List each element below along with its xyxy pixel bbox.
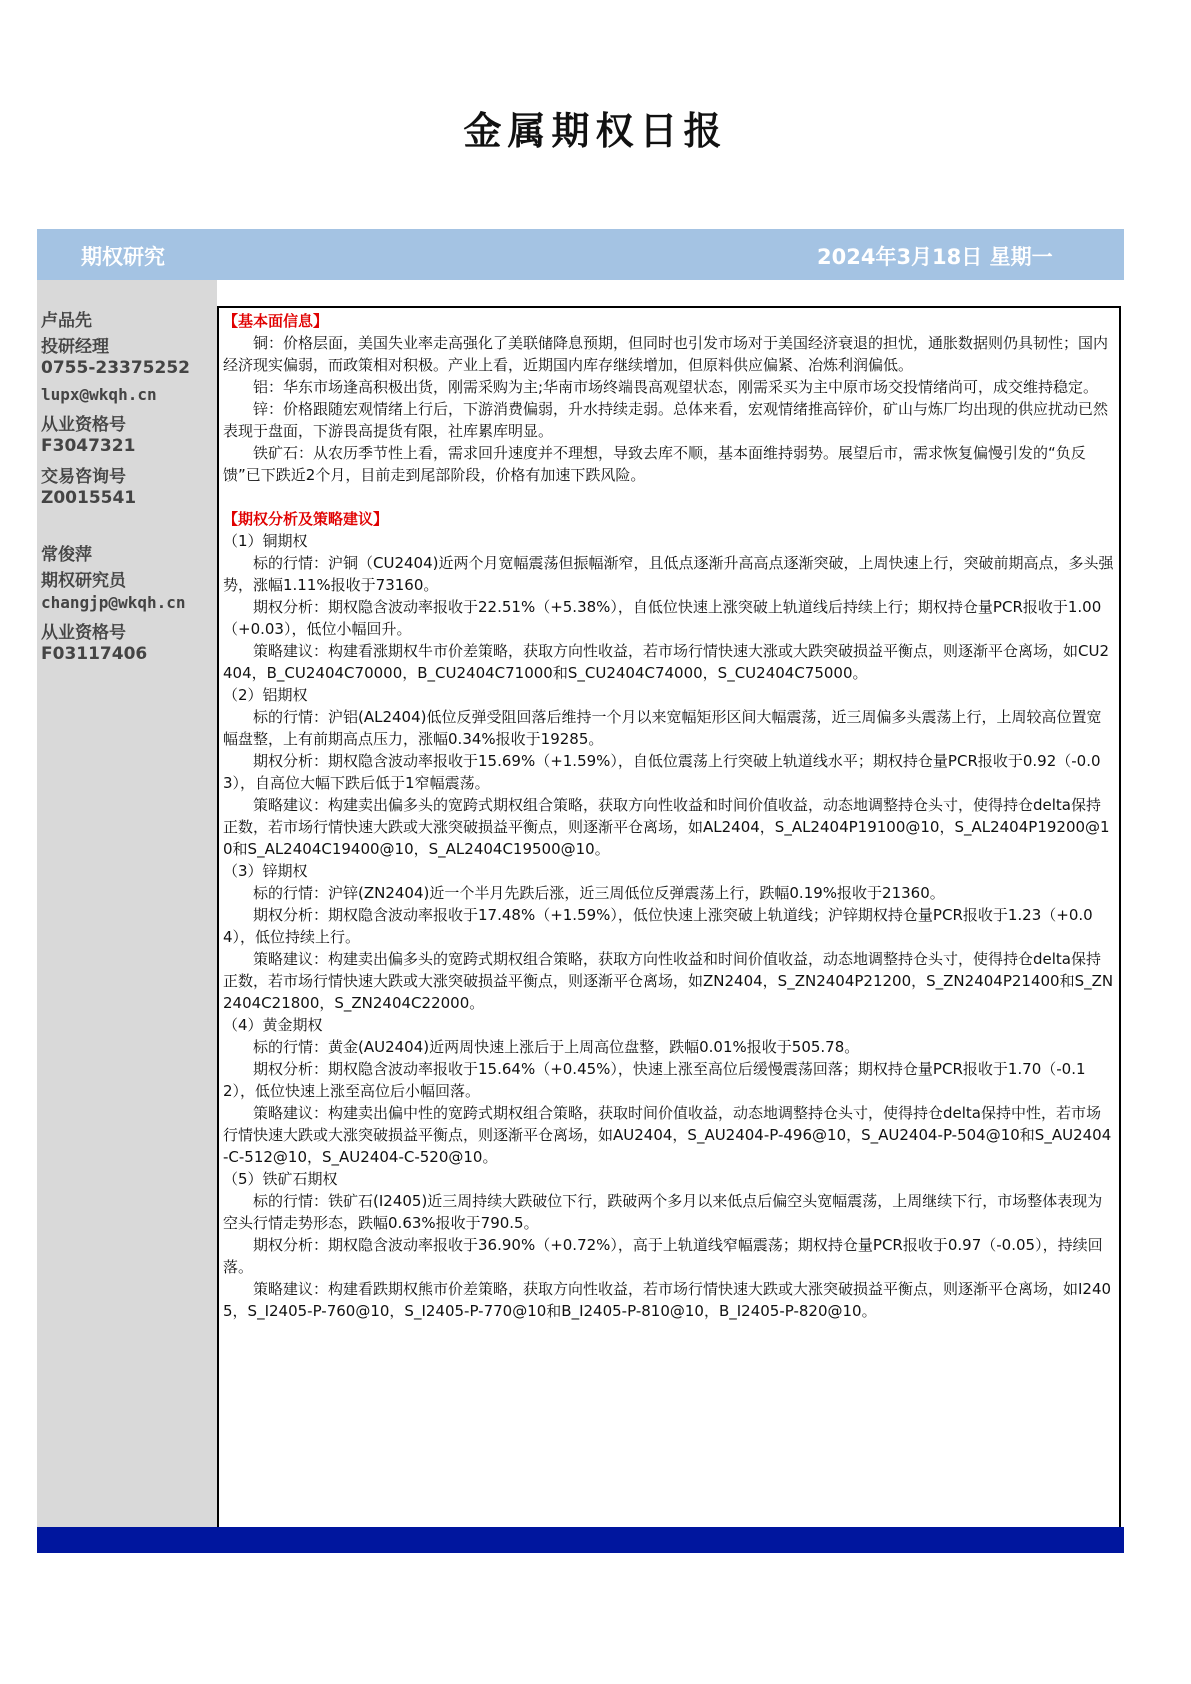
fundamentals-aluminum: 铝：华东市场逢高积极出货，刚需采购为主;华南市场终端畏高观望状态，刚需采买为主中原市场交投情绪尚可，成交维持稳定。 bbox=[253, 378, 1099, 396]
analyst-1-cert-label: 从业资格号 bbox=[41, 415, 126, 435]
iron-ore-advice: 策略建议：构建看跌期权熊市价差策略，获取方向性收益，若市场行情快速大跌或大涨突破损益平衡点，则逐渐平仓离场，如I2405，S_I2405-P-760@10，S_I2405-P-770@10和B_I2405-P-810@10，B_I2405-P-820@10。 bbox=[223, 1280, 1112, 1320]
page-title: 金属期权日报 bbox=[463, 108, 728, 153]
gold-advice: 策略建议：构建卖出偏中性的宽跨式期权组合策略，获取时间价值收益，动态地调整持仓头寸，使得持仓delta保持中性，若市场行情快速大跌或大涨突破损益平衡点，则逐渐平仓离场，如AU2404，S_AU2404-P-496@10，S_AU2404-P-504@10和S_AU2404-C-512@10，S_AU2404-C-520@10。 bbox=[223, 1104, 1112, 1166]
banner-date: 2024年3月18日 星期一 bbox=[817, 245, 1053, 269]
iron-ore-market: 标的行情：铁矿石(I2405)近三周持续大跌破位下行，跌破两个多月以来低点后偏空头宽幅震荡，上周继续下行，市场整体表现为空头行情走势形态，跌幅0.63%报收于790.5。 bbox=[223, 1192, 1103, 1232]
zinc-market: 标的行情：沪锌(ZN2404)近一个半月先跌后涨，近三周低位反弹震荡上行，跌幅0.19%报收于21360。 bbox=[253, 884, 945, 902]
analyst-1-cert-number: F3047321 bbox=[41, 436, 136, 456]
analyst-1-phone: 0755-23375252 bbox=[41, 358, 190, 378]
aluminum-option-title: （2）铝期权 bbox=[223, 686, 308, 704]
analyst-2-name: 常俊萍 bbox=[41, 545, 92, 565]
copper-analysis: 期权分析：期权隐含波动率报收于22.51%（+5.38%），自低位快速上涨突破上轨道线后持续上行；期权持仓量PCR报收于1.00（+0.03），低位小幅回升。 bbox=[223, 598, 1102, 638]
fundamentals-iron-ore: 铁矿石：从农历季节性上看，需求回升速度并不理想，导致去库不顺，基本面维持弱势。展望后市，需求恢复偏慢引发的“负反馈”已下跌近2个月，目前走到尾部阶段，价格有加速下跌风险。 bbox=[223, 444, 1086, 484]
fundamentals-heading: 【基本面信息】 bbox=[223, 312, 329, 330]
banner-section-label: 期权研究 bbox=[81, 245, 165, 269]
aluminum-market: 标的行情：沪铝(AL2404)低位反弹受阻回落后维持一个月以来宽幅矩形区间大幅震荡，近三周偏多头震荡上行，上周较高位置宽幅盘整，上有前期高点压力，涨幅0.34%报收于19285。 bbox=[223, 708, 1102, 748]
aluminum-advice: 策略建议：构建卖出偏多头的宽跨式期权组合策略，获取方向性收益和时间价值收益，动态地调整持仓头寸，使得持仓delta保持正数，若市场行情快速大跌或大涨突破损益平衡点，则逐渐平仓离场，如AL2404，S_AL2404P19100@10，S_AL2404P19200@10和S_AL2404C19400@10，S_AL2404C19500@10。 bbox=[223, 796, 1110, 858]
analyst-2-email: changjp@wkqh.cn bbox=[41, 593, 186, 612]
analyst-1-title: 投研经理 bbox=[41, 337, 109, 357]
strategy-heading: 【期权分析及策略建议】 bbox=[223, 510, 389, 528]
zinc-analysis: 期权分析：期权隐含波动率报收于17.48%（+1.59%），低位快速上涨突破上轨道线；沪锌期权持仓量PCR报收于1.23（+0.04），低位持续上行。 bbox=[223, 906, 1093, 946]
report-body bbox=[217, 306, 1121, 1527]
analyst-2-cert-number: F03117406 bbox=[41, 644, 148, 664]
iron-ore-option-title: （5）铁矿石期权 bbox=[223, 1170, 338, 1188]
gold-market: 标的行情：黄金(AU2404)近两周快速上涨后于上周高位盘整，跌幅0.01%报收于505.78。 bbox=[253, 1038, 860, 1056]
zinc-option-title: （3）锌期权 bbox=[223, 862, 308, 880]
analyst-1-email: lupx@wkqh.cn bbox=[41, 385, 157, 404]
section-gap bbox=[223, 486, 1115, 508]
gold-option-title: （4）黄金期权 bbox=[223, 1016, 323, 1034]
analyst-2-cert-label: 从业资格号 bbox=[41, 623, 126, 643]
copper-market: 标的行情：沪铜（CU2404)近两个月宽幅震荡但振幅渐窄，且低点逐渐升高高点逐渐突破，上周快速上行，突破前期高点，多头强势，涨幅1.11%报收于73160。 bbox=[223, 554, 1114, 594]
zinc-advice: 策略建议：构建卖出偏多头的宽跨式期权组合策略，获取方向性收益和时间价值收益，动态地调整持仓头寸，使得持仓delta保持正数，若市场行情快速大跌或大涨突破损益平衡点，则逐渐平仓离场，如ZN2404，S_ZN2404P21200，S_ZN2404P21400和S_ZN2404C21800，S_ZN2404C22000。 bbox=[223, 950, 1114, 1012]
analyst-2-title: 期权研究员 bbox=[41, 571, 126, 591]
analyst-1-consult-number: Z0015541 bbox=[41, 488, 137, 508]
analyst-sidebar bbox=[37, 280, 217, 1528]
fundamentals-copper: 铜：价格层面，美国失业率走高强化了美联储降息预期，但同时也引发市场对于美国经济衰退的担忧，通胀数据则仍具韧性；国内经济现实偏弱，而政策相对积极。产业上看，近期国内库存继续增加，但原料供应偏紧、冶炼利润偏低。 bbox=[223, 334, 1109, 374]
analyst-1-name: 卢品先 bbox=[41, 311, 92, 331]
footer-bar bbox=[37, 1527, 1124, 1553]
header-banner bbox=[37, 229, 1124, 280]
iron-ore-analysis: 期权分析：期权隐含波动率报收于36.90%（+0.72%），高于上轨道线窄幅震荡；期权持仓量PCR报收于0.97（-0.05），持续回落。 bbox=[223, 1236, 1103, 1276]
copper-option-title: （1）铜期权 bbox=[223, 532, 308, 550]
analyst-1-consult-label: 交易咨询号 bbox=[41, 467, 126, 487]
gold-analysis: 期权分析：期权隐含波动率报收于15.64%（+0.45%），快速上涨至高位后缓慢震荡回落；期权持仓量PCR报收于1.70（-0.12），低位快速上涨至高位后小幅回落。 bbox=[223, 1060, 1086, 1100]
copper-advice: 策略建议：构建看涨期权牛市价差策略，获取方向性收益，若市场行情快速大涨或大跌突破损益平衡点，则逐渐平仓离场，如CU2404，B_CU2404C70000，B_CU2404C71000和S_CU2404C74000，S_CU2404C75000。 bbox=[223, 642, 1110, 682]
aluminum-analysis: 期权分析：期权隐含波动率报收于15.69%（+1.59%），自低位震荡上行突破上轨道线水平；期权持仓量PCR报收于0.92（-0.03），自高位大幅下跌后低于1窄幅震荡。 bbox=[223, 752, 1101, 792]
fundamentals-zinc: 锌：价格跟随宏观情绪上行后，下游消费偏弱，升水持续走弱。总体来看，宏观情绪推高锌价，矿山与炼厂均出现的供应扰动已然表现于盘面，下游畏高提货有限，社库累库明显。 bbox=[223, 400, 1109, 440]
